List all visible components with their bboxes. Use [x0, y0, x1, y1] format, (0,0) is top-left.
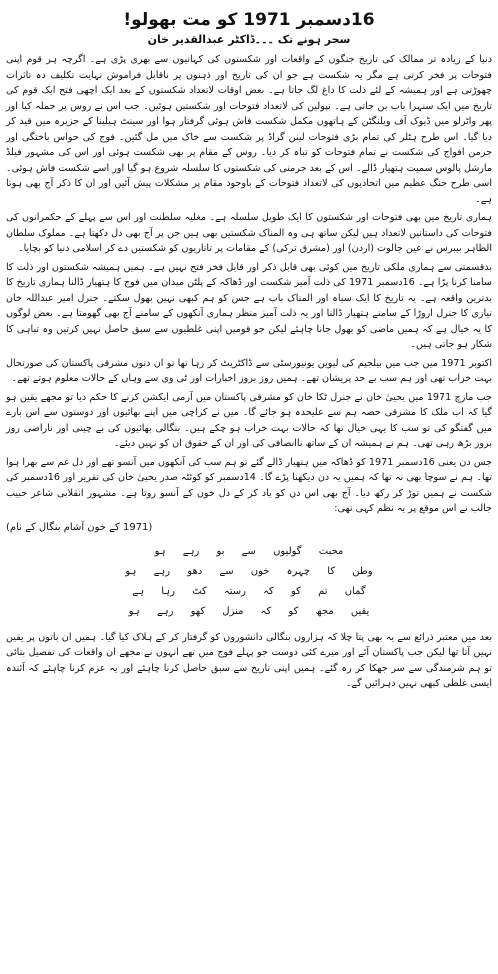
- poem-line: محبت گولیوں سے بو رہے ہو: [154, 545, 344, 557]
- article-paragraph: ہماری تاریخ میں بھی فتوحات اور شکستوں کا ایک طویل سلسلہ ہے۔ مغلیہ سلطنت اور اس سے پہلے کے حکمرانوں کی فتوحات کی داستانیں لاتعداد ہیں لیکن ساتھ ہی وہ المناک شکستیں بھی ہیں جن پر آج بھی دل دکھتا ہے۔ مملوک سلطان الظاہر بیبرس نے عین جالوت (اردن) اور (مشرق ترکی) کے مقامات پر تاتاریوں کو شکستیں دے کر اسلامی دنیا کو بچایا۔: [6, 212, 492, 254]
- poem: [99, 542, 399, 622]
- article-paragraph: جس دن یعنی 16دسمبر 1971 کو ڈھاکہ میں ہتھیار ڈالے گئے تو ہم سب کی آنکھوں میں آنسو تھے اور دل غم سے بھرا ہوا تھا۔ ہم نے سوچا بھی نہ تھا کہ ہمیں یہ دن دیکھنا پڑے گا۔ 14دسمبر کو کوئٹہ صدر یحییٰ خان کی تقریر اور 16دسمبر کی شکست نے ہمیں توڑ کر رکھ دیا۔ آج بھی اس دن کو یاد کر کے دل خون کے آنسو روتا ہے۔ مشہور انقلابی شاعر حبیب جالب نے اس موقع پر یہ نظم کہی تھی:: [6, 456, 492, 514]
- article-title: 16دسمبر 1971 کو مت بھولو!: [123, 10, 375, 30]
- poem-line: وطن کا چہرہ خوں سے دھو رہے ہو: [125, 565, 373, 577]
- article-paragraph: دنیا کے زیادہ تر ممالک کی تاریخ جنگوں کے واقعات اور شکستوں کی کہانیوں سے بھری پڑی ہے۔ اگرچہ ہر قوم اپنی فتوحات پر فخر کرتی ہے مگر یہ شکست ہے جو ان کی تاریخ اور ذہنوں پر ناقابل فراموش نہایت تکلیف دہ تاثرات چھوڑتی ہے اور ہمیشہ کے لئے ذلت کا داغ لگ جاتا ہے۔ بعض اوقات لاتعداد شکستوں کے بعد ایک اچھی فتح ایک قوم کی تاریخ میں ایک سنہرا باب بن جاتی ہے۔ نپولین کی لاتعداد فتوحات اور شکستیں ہوئیں۔ جب اس نے روس پر حملہ کیا اور پھر واٹرلو میں ڈیوک آف ویلنگٹن کے ہاتھوں مکمل شکست فاش ہوئی گرفتار ہوا اور سینٹ ہیلینا کے جزیرہ میں قید کر دیا گیا۔ اس طرح ہٹلر کی تمام بڑی فتوحات لینن گراڈ پر شکست سے خاک میں مل گئیں۔ فوج کی حواس باختگی اور جرمن افواج کی شکست نے تمام فتوحات کو تباہ کر دیا۔ روس کے مقام پر بھی شکست ہوئی اور اس کی مشہور فیلڈ مارشل پالوس سمیت ہتھیار ڈالے۔ اس کے بعد جرمنی کی شکستوں کا سلسلہ شروع ہو گیا اور اسے شکست فاش ہوئی۔ اسی طرح جنگ عظیم میں اتحادیوں کی لاتعداد فتوحات کے باوجود مقام پر مشکلات پیش آئیں اور ان کا ذکر آج بھی ہوتا ہے۔: [6, 54, 492, 205]
- article-paragraph: جب مارچ 1971 میں یحییٰ خان نے جنرل ٹکا خان کو مشرقی پاکستان میں آرمی ایکشن کرنے کا حکم دیا تو مجھے یقین ہو گیا کہ اب ملک کا مشرقی حصہ ہم سے علیحدہ ہو جائے گا۔ میں نے کراچی میں اپنے بھائیوں اور دوستوں سے اس بارے میں گفتگو کی تو سب کا یہی خیال تھا کہ حالات بہت خراب ہو چکے ہیں۔ بنگالی بھائیوں کی بے چینی اور ناراضی روز بروز بڑھ رہی تھی۔ ہم نے ہمیشہ ان کے ساتھ ناانصافی کی اور ان کے حقوق ان کو نہیں دیئے۔: [6, 391, 492, 449]
- poem-line: یقیں مجھ کو کہ منزل کھو رہے ہو: [128, 605, 370, 617]
- article-closing-paragraph: بعد میں معتبر ذرائع سے یہ بھی پتا چلا کہ ہزاروں بنگالی دانشوروں کو گرفتار کر کے ہلاک کیا گیا۔ ہمیں ان باتوں پر یقین نہیں آتا تھا لیکن جب پاکستان آئے اور میرے کئی دوست جو پہلے فوج میں تھے انہوں نے مجھے ان واقعات کی تفصیل بتائی تو ہم شرمندگی سے سر جھکا کر رہ گئے۔ ہمیں اپنی تاریخ سے سبق حاصل کرنا چاہئے اور یہ عزم کرنا چاہئے کہ آئندہ ایسی غلطی کبھی نہیں دہرائیں گے۔: [6, 631, 492, 689]
- poem-line: گماں تم کو کہ رستہ کٹ رہا ہے: [132, 585, 366, 597]
- article-paragraph: بدقسمتی سے ہماری ملکی تاریخ میں کوئی بھی قابل ذکر اور قابل فخر فتح نہیں ہے۔ ہمیں ہمیشہ شکستوں اور ذلت کا سامنا کرنا پڑا ہے۔ 16دسمبر 1971 کی ذلت آمیز شکست اور ڈھاکہ کے پلٹن میدان میں فوج کا ہتھیار ڈالنا ہماری تاریخ کا بدترین واقعہ ہے۔ یہ تاریخ کا ایک سیاہ اور المناک باب ہے جس کو ہم کبھی نہیں بھول سکتے۔ جنرل امیر عبداللہ خان نیازی کا جنرل اروڑا کے سامنے ہتھیار ڈالنا اور یہ ذلت آمیز منظر ہماری آنکھوں کے سامنے آج بھی گھومتا ہے۔ بعض لوگوں کا یہ خیال ہے کہ ہمیں ماضی کو بھول جانا چاہئے لیکن جو قومیں اپنی غلطیوں سے سبق حاصل نہیں کرتیں وہ تباہی کا شکار ہو جاتی ہیں۔: [6, 261, 492, 350]
- poem-heading: (1971 کے خون آشام بنگال کے نام): [6, 521, 153, 533]
- article-byline: سحر ہونے تک ۔۔۔ڈاکٹر عبدالقدیر خان: [147, 33, 351, 46]
- article-paragraph: اکتوبر 1971 میں جب میں بیلجیم کی لیوین یونیورسٹی سے ڈاکٹریٹ کر رہا تھا تو ان دنوں مشرقی پاکستان کی صورتحال بہت خراب تھی اور ہم سب بے حد پریشان تھے۔ ہمیں روز بروز اخبارات اور ٹی وی سے وہاں کے حالات معلوم ہوتے تھے۔: [6, 357, 492, 384]
